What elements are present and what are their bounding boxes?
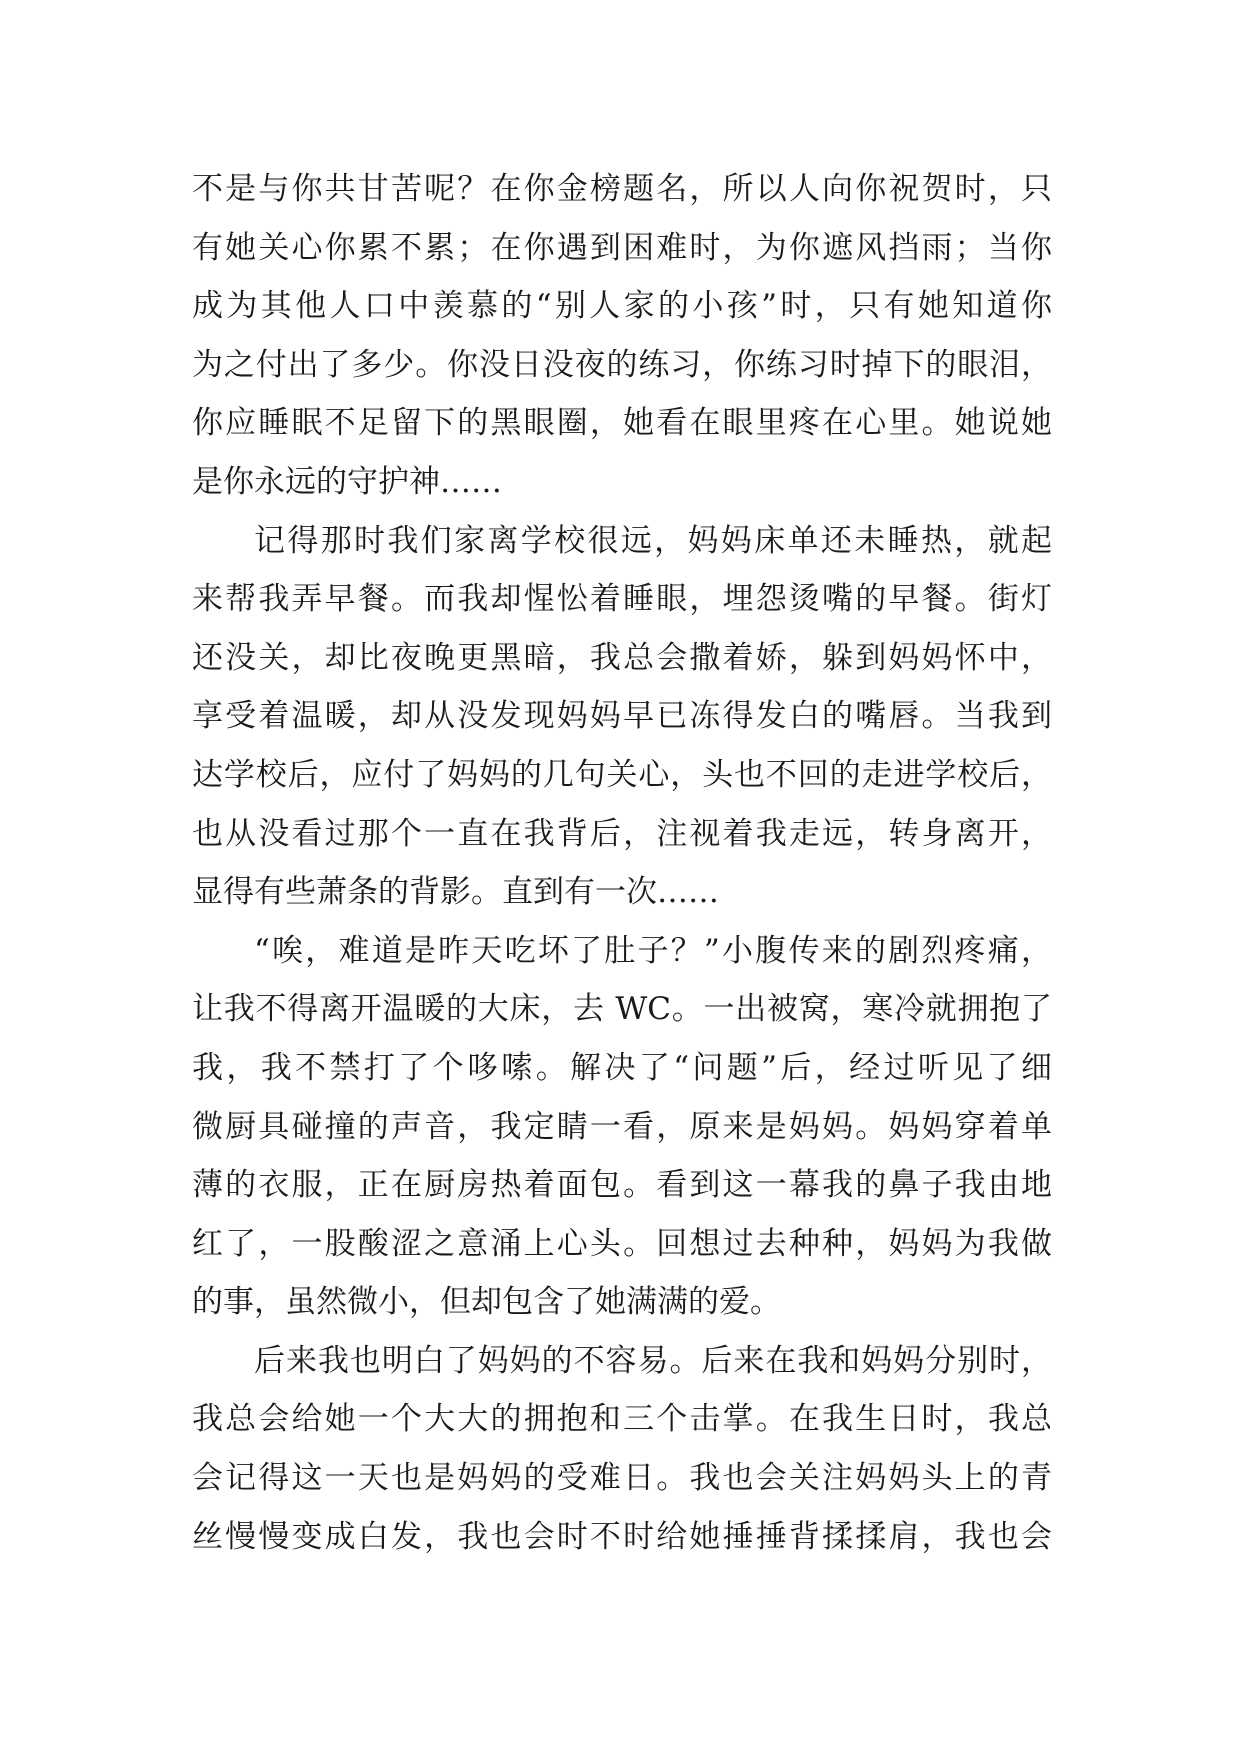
text-line: 红了，一股酸涩之意涌上心头。回想过去种种，妈妈为我做 xyxy=(192,1225,1052,1262)
text-line: 我总会给她一个大大的拥抱和三个击掌。在我生日时，我总 xyxy=(192,1401,1052,1438)
text-line: 达学校后，应付了妈妈的几句关心，头也不回的走进学校后， xyxy=(192,756,1052,793)
text-line: 薄的衣服，正在厨房热着面包。看到这一幕我的鼻子我由地 xyxy=(192,1167,1052,1204)
text-line: 会记得这一天也是妈妈的受难日。我也会关注妈妈头上的青 xyxy=(192,1460,1052,1497)
text-line: 是你永远的守护神…… xyxy=(192,463,502,500)
text-line: 还没关，却比夜晚更黑暗，我总会撒着娇，躲到妈妈怀中， xyxy=(192,639,1052,676)
text-line: 的事，虽然微小，但却包含了她满满的爱。 xyxy=(192,1284,781,1321)
text-line: 我，我不禁打了个哆嗦。解决了“问题”后，经过听见了细 xyxy=(192,1049,1052,1086)
text-line: 你应睡眠不足留下的黑眼圈，她看在眼里疼在心里。她说她 xyxy=(192,405,1052,442)
text-line: 记得那时我们家离学校很远，妈妈床单还未睡热，就起 xyxy=(254,522,1052,559)
text-line: 显得有些萧条的背影。直到有一次…… xyxy=(192,874,719,911)
text-line: 后来我也明白了妈妈的不容易。后来在我和妈妈分别时， xyxy=(254,1342,1052,1379)
text-line: 微厨具碰撞的声音，我定睛一看，原来是妈妈。妈妈穿着单 xyxy=(192,1108,1052,1145)
text-line: “唉，难道是昨天吃坏了肚子？”小腹传来的剧烈疼痛， xyxy=(254,932,1052,969)
text-line: 享受着温暖，却从没发现妈妈早已冻得发白的嘴唇。当我到 xyxy=(192,698,1052,735)
text-line: 丝慢慢变成白发，我也会时不时给她捶捶背揉揉肩，我也会 xyxy=(192,1518,1052,1555)
body-text xyxy=(192,160,1052,1566)
text-line: 让我不得离开温暖的大床，去 WC。一出被窝，寒冷就拥抱了 xyxy=(192,991,1052,1028)
text-line: 有她关心你累不累；在你遇到困难时，为你遮风挡雨；当你 xyxy=(192,229,1052,266)
text-line: 也从没看过那个一直在我背后，注视着我走远，转身离开， xyxy=(192,815,1052,852)
text-line: 为之付出了多少。你没日没夜的练习，你练习时掉下的眼泪， xyxy=(192,346,1052,383)
text-line: 来帮我弄早餐。而我却惺忪着睡眼，埋怨烫嘴的早餐。街灯 xyxy=(192,581,1052,618)
text-line: 不是与你共甘苦呢？在你金榜题名，所以人向你祝贺时，只 xyxy=(192,171,1052,207)
text-line: 成为其他人口中羡慕的“别人家的小孩”时，只有她知道你 xyxy=(192,288,1052,325)
